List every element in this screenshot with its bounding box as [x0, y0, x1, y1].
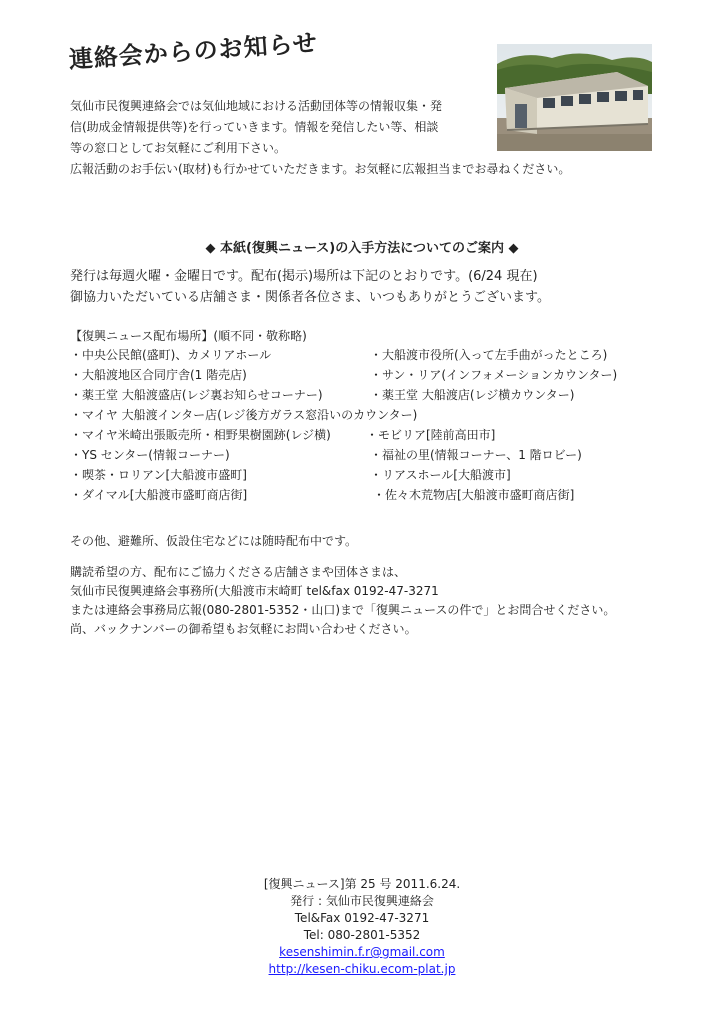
contact-line: 購読希望の方、配布にご協力くださる店舗さまや団体さまは、	[70, 565, 407, 579]
notice-intro	[70, 96, 571, 180]
contact-info	[70, 563, 615, 639]
contact-line: 尚、バックナンバーの御希望もお気軽にお問い合わせください。	[70, 622, 417, 636]
location-row	[70, 366, 670, 386]
other-distribution-note: その他、避難所、仮設住宅などには随時配布中です。	[70, 534, 358, 548]
location-item: ・サン・リア(インフォメーションカウンター)	[370, 368, 618, 382]
locations-heading: 【復興ニュース配布場所】(順不同・敬称略)	[70, 329, 307, 343]
distribution-body-line: 発行は毎週火曜・金曜日です。配布(掲示)場所は下記のとおりです。(6/24 現在)	[70, 269, 538, 284]
website-link[interactable]: http://kesen-chiku.ecom-plat.jp	[268, 962, 456, 976]
location-item: ・モビリア[陸前高田市]	[366, 428, 496, 442]
location-item: ・中央公民館(盛町)、カメリアホール	[70, 348, 272, 362]
telfax-line: Tel&Fax 0192-47-3271	[294, 911, 430, 925]
location-item: ・薬王堂 大船渡店(レジ横カウンター)	[370, 388, 575, 402]
distribution-heading: ◆ 本紙(復興ニュース)の入手方法についてのご案内 ◆	[205, 241, 519, 256]
location-row	[70, 406, 670, 426]
location-item: ・ダイマル[大船渡市盛町商店街]	[70, 488, 248, 502]
location-row	[70, 386, 670, 406]
notice-title: 連絡会からのお知らせ	[67, 28, 319, 75]
location-row	[70, 466, 670, 486]
office-building-photo	[497, 44, 652, 151]
email-link[interactable]: kesenshimin.f.r@gmail.com	[279, 945, 445, 959]
issue-line: [復興ニュース]第 25 号 2011.6.24.	[263, 877, 461, 891]
publication-footer	[0, 876, 724, 978]
location-item: ・福祉の里(情報コーナー、1 階ロビー)	[370, 448, 582, 462]
location-item: ・薬王堂 大船渡盛店(レジ裏お知らせコーナー)	[70, 388, 323, 402]
distribution-body	[70, 266, 550, 308]
location-item: ・マイヤ米崎出張販売所・相野果樹園跡(レジ横)	[70, 428, 331, 442]
location-item: ・マイヤ 大船渡インター店(レジ後方ガラス窓沿いのカウンター)	[70, 408, 418, 422]
location-item: ・リアスホール[大船渡市]	[370, 468, 511, 482]
location-item: ・大船渡地区合同庁舎(1 階売店)	[70, 368, 247, 382]
distribution-body-line: 御協力いただいている店舗さま・関係者各位さま、いつもありがとうございます。	[70, 290, 550, 305]
location-row	[70, 426, 670, 446]
location-item: ・YS センター(情報コーナー)	[70, 448, 230, 462]
location-row	[70, 346, 670, 366]
tel-line: Tel: 080-2801-5352	[303, 928, 421, 942]
intro-line: 等の窓口としてお気軽にご利用下さい。	[70, 141, 287, 155]
location-row	[70, 486, 670, 506]
location-row	[70, 446, 670, 466]
intro-line: 気仙市民復興連絡会では気仙地域における活動団体等の情報収集・発	[70, 99, 443, 113]
contact-line: または連絡会事務局広報(080-2801-5352・山口)まで「復興ニュースの件で」とお問合せください。	[70, 603, 616, 617]
location-item: ・大船渡市役所(入って左手曲がったところ)	[370, 348, 608, 362]
location-item: ・喫茶・ロリアン[大船渡市盛町]	[70, 468, 247, 482]
locations-list	[70, 346, 670, 506]
intro-line: 広報活動のお手伝い(取材)も行かせていただきます。お気軽に広報担当までお尋ねください。	[70, 162, 571, 176]
contact-line: 気仙市民復興連絡会事務所(大船渡市末崎町 tel&fax 0192-47-3271	[70, 584, 439, 598]
intro-line: 信(助成金情報提供等)を行っていきます。情報を発信したい等、相談	[70, 120, 439, 134]
location-item: ・佐々木荒物店[大船渡市盛町商店街]	[373, 488, 575, 502]
publisher-line: 発行 : 気仙市民復興連絡会	[290, 894, 434, 908]
